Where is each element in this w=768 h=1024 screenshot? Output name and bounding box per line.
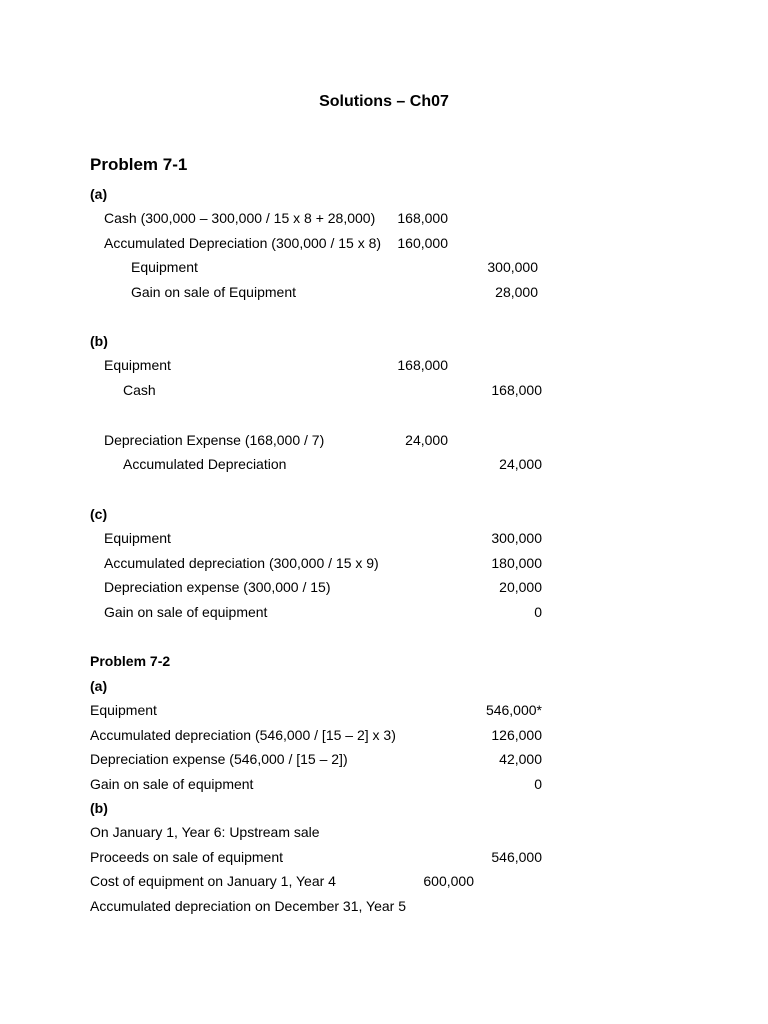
part-b-label: (b) <box>90 333 108 349</box>
journal-account: Cash <box>123 382 156 398</box>
schedule-item: Equipment <box>90 702 157 718</box>
problem-7-2-heading: Problem 7-2 <box>90 653 171 669</box>
journal-debit: 168,000 <box>397 357 448 373</box>
schedule-item: Cost of equipment on January 1, Year 4 <box>90 873 336 889</box>
schedule-amount: 600,000 <box>423 873 474 889</box>
journal-credit: 300,000 <box>487 259 538 275</box>
page-title: Solutions – Ch07 <box>319 93 449 110</box>
journal-account: Gain on sale of Equipment <box>131 284 296 300</box>
journal-account: Depreciation Expense (168,000 / 7) <box>104 432 325 448</box>
journal-credit: 24,000 <box>499 456 542 472</box>
schedule-item: Equipment <box>104 530 171 546</box>
schedule-item: Gain on sale of equipment <box>90 776 254 792</box>
journal-account: Equipment <box>131 259 198 275</box>
journal-account: Cash (300,000 – 300,000 / 15 x 8 + 28,000) <box>104 210 376 226</box>
schedule-item: Depreciation expense (546,000 / [15 – 2]) <box>90 751 348 767</box>
schedule-amount: 546,000* <box>485 702 542 718</box>
journal-account: Accumulated Depreciation <box>123 456 287 472</box>
part-a-label: (a) <box>90 678 108 694</box>
schedule-amount: 126,000 <box>491 727 542 743</box>
part-c-label: (c) <box>90 506 108 522</box>
schedule-amount: 546,000 <box>491 849 542 865</box>
journal-account: Equipment <box>104 357 171 373</box>
journal-credit: 168,000 <box>491 382 542 398</box>
schedule-amount: 0 <box>534 604 542 620</box>
part-b-label: (b) <box>90 800 108 816</box>
schedule-amount: 180,000 <box>491 555 542 571</box>
journal-debit: 168,000 <box>397 210 448 226</box>
journal-credit: 28,000 <box>495 284 538 300</box>
schedule-item: Accumulated depreciation (300,000 / 15 x 9) <box>104 555 379 571</box>
section-intro: On January 1, Year 6: Upstream sale <box>90 824 320 840</box>
journal-debit: 24,000 <box>405 432 448 448</box>
schedule-amount: 20,000 <box>499 579 542 595</box>
schedule-amount: 300,000 <box>491 530 542 546</box>
schedule-amount: 0 <box>534 776 542 792</box>
journal-account: Accumulated Depreciation (300,000 / 15 x 8) <box>104 235 382 251</box>
schedule-item: Accumulated depreciation on December 31, Year 5 <box>90 898 406 914</box>
journal-debit: 160,000 <box>397 235 448 251</box>
problem-7-1-heading: Problem 7-1 <box>90 155 188 174</box>
schedule-item: Gain on sale of equipment <box>104 604 268 620</box>
part-a-label: (a) <box>90 186 108 202</box>
schedule-amount: 42,000 <box>499 751 542 767</box>
schedule-item: Proceeds on sale of equipment <box>90 849 284 865</box>
schedule-item: Depreciation expense (300,000 / 15) <box>104 579 331 595</box>
schedule-item: Accumulated depreciation (546,000 / [15 – 2] x 3) <box>90 727 396 743</box>
